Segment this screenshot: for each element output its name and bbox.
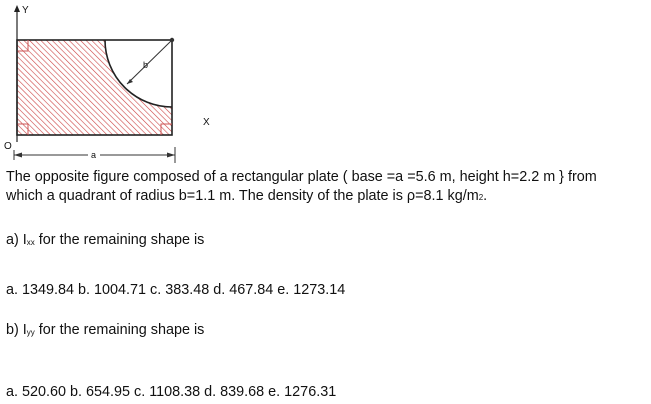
statement-line-2-text: which a quadrant of radius b=1.1 m. The density of the plate is ρ=8.1 kg/m <box>6 188 479 204</box>
problem-statement-line-1: The opposite figure composed of a rectangular plate ( base =a =5.6 m, height h=2.2 m } from <box>6 169 597 185</box>
question-b <box>6 321 204 342</box>
y-axis-label: Y <box>22 5 29 16</box>
radius-arrow <box>127 40 172 84</box>
origin-label: O <box>4 141 12 152</box>
question-a-suffix: for the remaining shape is <box>34 232 205 248</box>
question-a <box>6 231 204 252</box>
base-label: a <box>91 150 97 160</box>
question-b-subscript: yy <box>26 328 35 337</box>
base-arrowhead-right <box>167 153 175 158</box>
plate-figure <box>0 0 230 170</box>
radius-label: b <box>143 60 149 70</box>
statement-line-2-end: . <box>483 188 488 204</box>
question-a-subscript: xx <box>26 238 35 247</box>
radius-arrowhead <box>127 79 133 84</box>
question-b-suffix: for the remaining shape is <box>34 322 205 338</box>
question-a-prefix: a) I <box>6 232 27 248</box>
arc-center-dot <box>170 38 174 42</box>
y-axis-arrowhead <box>14 5 20 12</box>
question-b-choices: a. 520.60 b. 654.95 c. 1108.38 d. 839.68 e. 1276.31 <box>6 384 337 400</box>
base-arrowhead-left <box>14 153 22 158</box>
x-axis-label: X <box>203 117 210 128</box>
statement-line-2-superscript: 2 <box>478 193 484 202</box>
question-a-choices: a. 1349.84 b. 1004.71 c. 383.48 d. 467.84 e. 1273.14 <box>6 282 346 298</box>
problem-statement-line-2 <box>6 187 487 207</box>
remaining-plate-hatch <box>17 40 172 135</box>
question-b-prefix: b) I <box>6 322 27 338</box>
